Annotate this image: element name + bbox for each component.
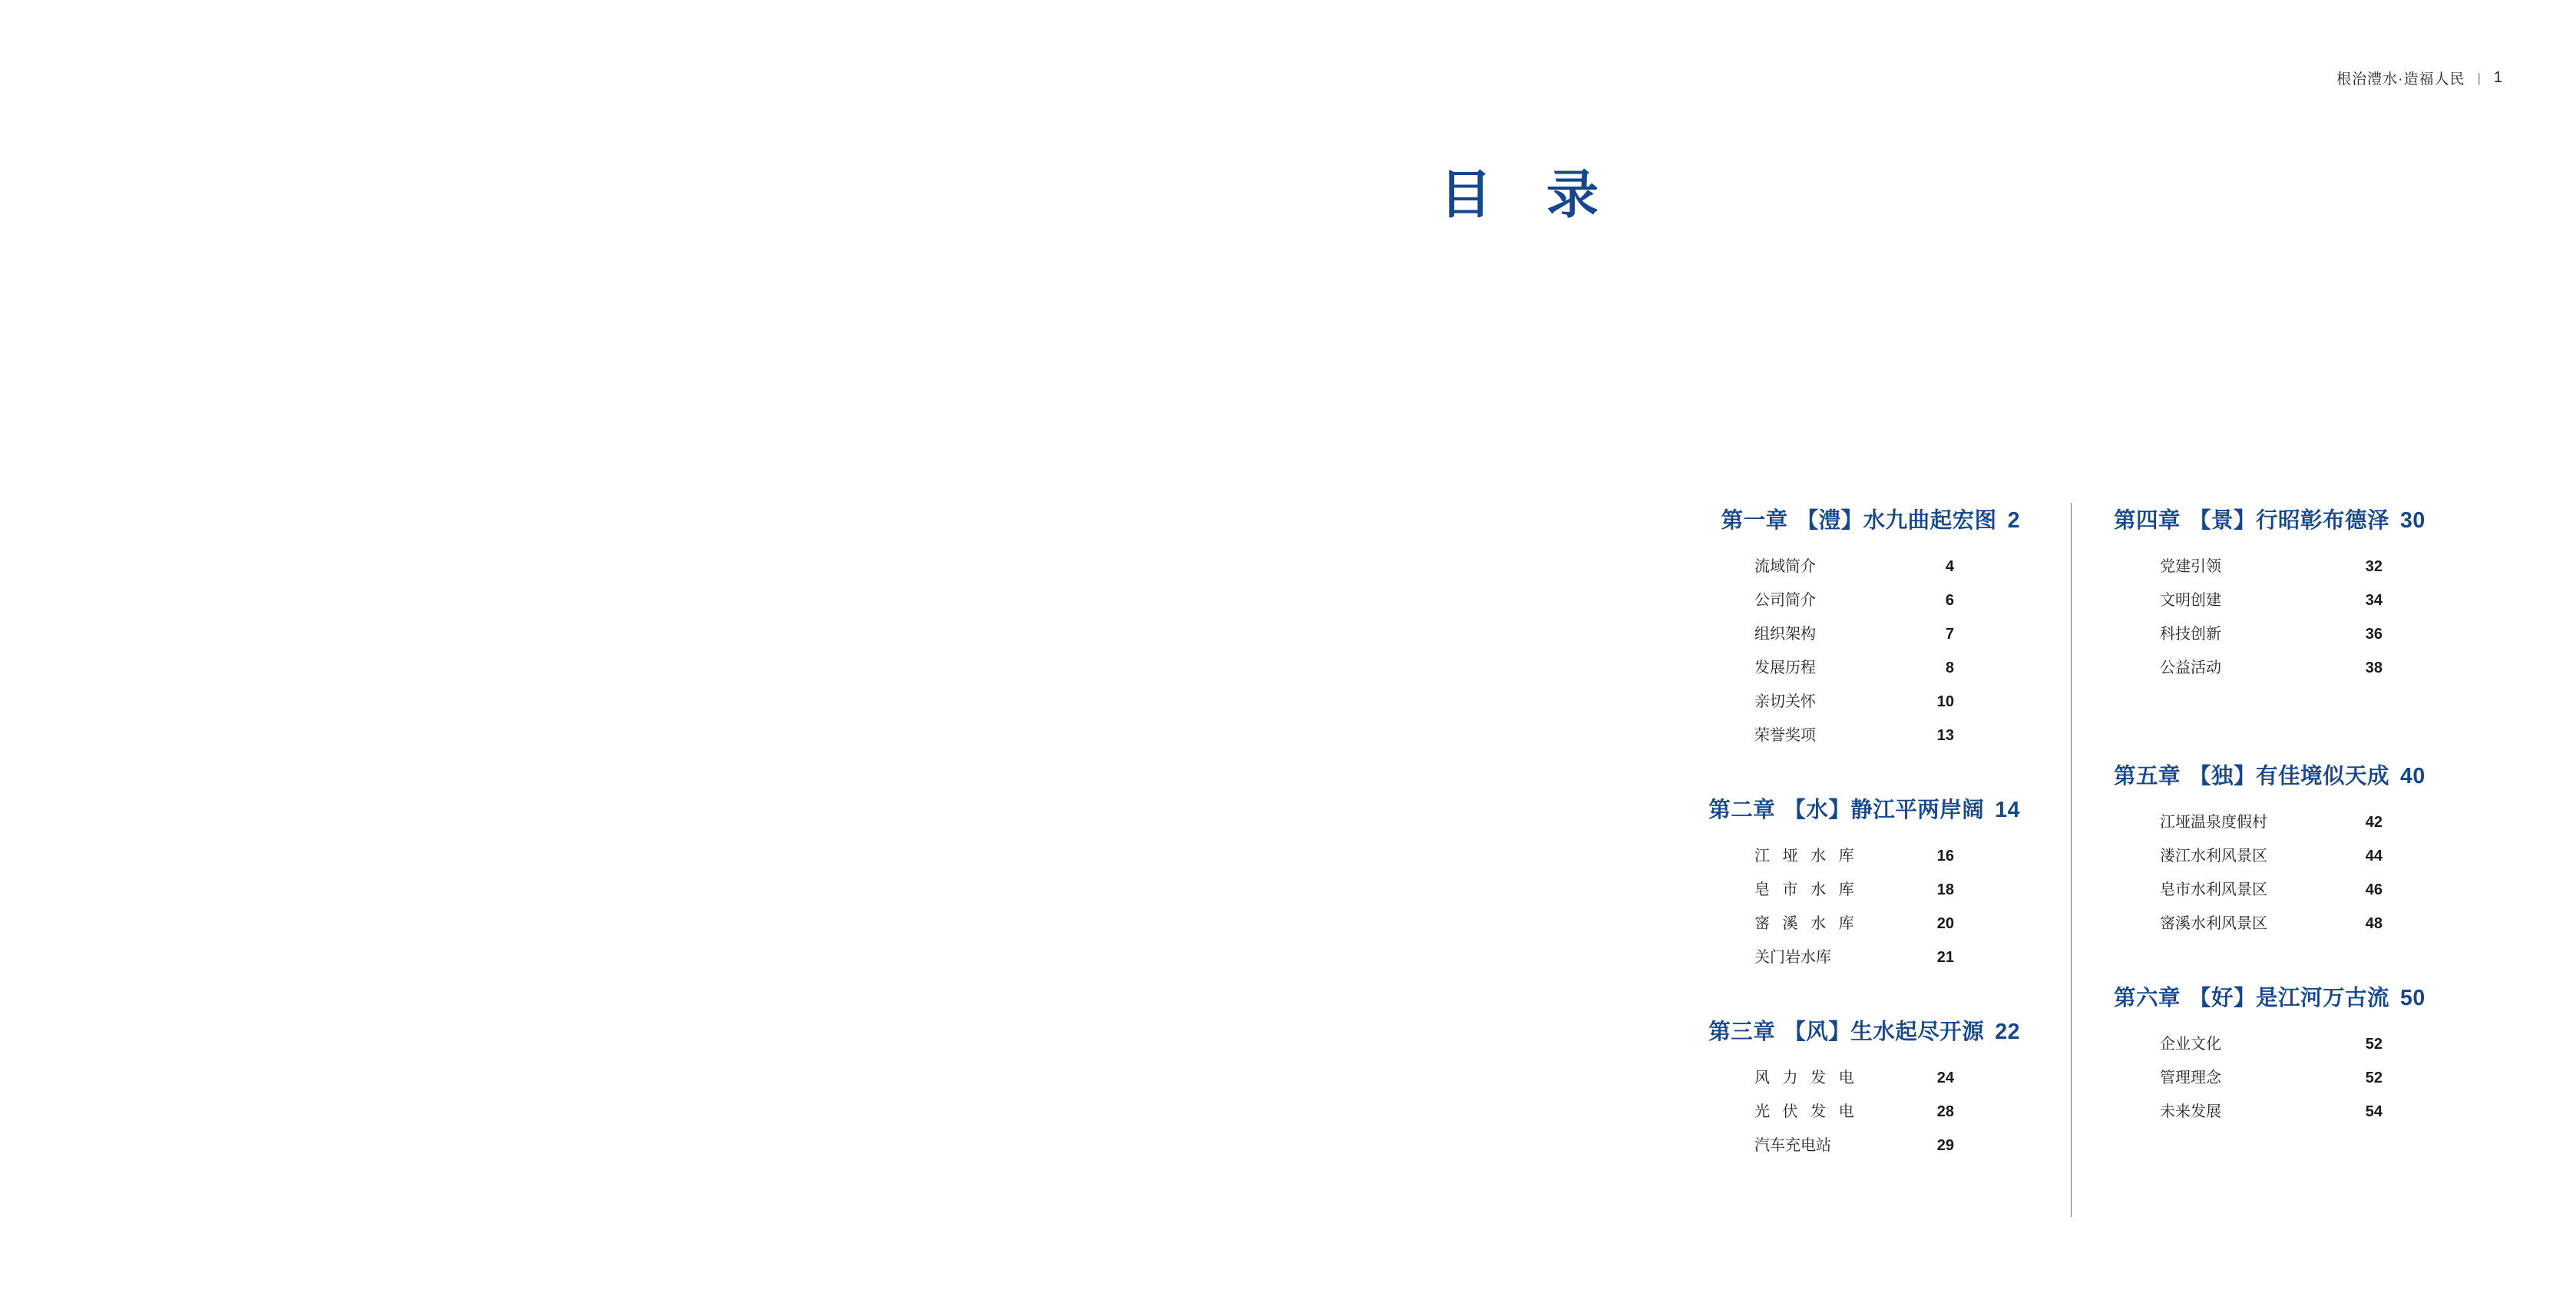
- entry-page-number: 32: [2365, 558, 2383, 575]
- toc-column-right: [2066, 503, 2479, 1162]
- entry-title: 江 垭 水 库: [1754, 848, 1859, 865]
- list-item[interactable]: [1655, 651, 2020, 685]
- entry-title: 皂 市 水 库: [1754, 881, 1859, 898]
- entry-page-number: 20: [1936, 915, 1954, 932]
- running-header: [2336, 68, 2503, 88]
- list-item[interactable]: [1655, 1061, 2020, 1095]
- chapter-page-number: 50: [2400, 986, 2426, 1010]
- list-item[interactable]: [1655, 839, 2020, 873]
- chapter-entry[interactable]: [1655, 1014, 2020, 1162]
- chapter-title: 【风】生水起尽开源: [1784, 1020, 1985, 1044]
- entry-page-number: 44: [2365, 848, 2383, 865]
- list-item[interactable]: [1655, 907, 2020, 941]
- chapter-title: 【景】行昭彰布德泽: [2189, 508, 2390, 533]
- spacer: [1655, 752, 2020, 792]
- list-item[interactable]: [2114, 617, 2479, 651]
- chapter-entry-list: [1655, 839, 2020, 974]
- list-item[interactable]: [2114, 1027, 2479, 1061]
- chapter-entry-list: [2114, 1027, 2479, 1129]
- entry-page-number: 6: [1945, 592, 1954, 609]
- entry-title: 公益活动: [2160, 660, 2221, 676]
- page-title: 目 录: [1440, 166, 1619, 224]
- chapter-entry-list: [2114, 805, 2479, 941]
- list-item[interactable]: [1655, 584, 2020, 617]
- chapter-label: 第五章: [2114, 764, 2181, 789]
- chapter-page-number: 2: [2007, 508, 2020, 533]
- toc-column-left: [1655, 503, 2066, 1162]
- running-header-page-number: 1: [2493, 69, 2503, 86]
- entry-title: 科技创新: [2160, 626, 2221, 643]
- entry-title: 宻溪水利风景区: [2160, 915, 2267, 932]
- chapter-heading[interactable]: [1655, 792, 2020, 824]
- list-item[interactable]: [2114, 584, 2479, 617]
- chapter-label: 第三章: [1708, 1020, 1776, 1044]
- entry-page-number: 54: [2365, 1103, 2383, 1120]
- entry-title: 荣誉奖项: [1754, 727, 1816, 744]
- chapter-label: 第二章: [1708, 798, 1776, 822]
- list-item[interactable]: [2114, 651, 2479, 685]
- entry-page-number: 21: [1936, 949, 1954, 966]
- running-header-text: 根治澧水·造福人民: [2336, 71, 2465, 88]
- spacer: [2114, 685, 2479, 725]
- entry-page-number: 13: [1936, 727, 1954, 744]
- entry-title: 亲切关怀: [1754, 693, 1816, 710]
- chapter-heading[interactable]: [2114, 503, 2479, 534]
- entry-title: 企业文化: [2160, 1036, 2221, 1053]
- list-item[interactable]: [2114, 1095, 2479, 1129]
- spacer: [1655, 974, 2020, 1014]
- entry-page-number: 52: [2365, 1070, 2383, 1086]
- chapter-page-number: 30: [2400, 508, 2426, 533]
- entry-title: 溇江水利风景区: [2160, 848, 2267, 865]
- entry-title: 皂市水利风景区: [2160, 881, 2267, 898]
- list-item[interactable]: [2114, 873, 2479, 907]
- entry-page-number: 28: [1936, 1103, 1954, 1120]
- entry-page-number: 52: [2365, 1036, 2383, 1053]
- list-item[interactable]: [2114, 1061, 2479, 1095]
- list-item[interactable]: [1655, 719, 2020, 752]
- entry-page-number: 46: [2365, 881, 2383, 898]
- chapter-heading[interactable]: [2114, 759, 2479, 790]
- toc-columns: [1655, 503, 2507, 1162]
- chapter-entry[interactable]: [2114, 503, 2479, 685]
- entry-title: 公司简介: [1754, 592, 1816, 609]
- entry-title: 党建引领: [2160, 558, 2221, 575]
- entry-page-number: 16: [1936, 848, 1954, 865]
- chapter-page-number: 40: [2400, 764, 2426, 789]
- list-item[interactable]: [2114, 550, 2479, 584]
- entry-title: 管理理念: [2160, 1070, 2221, 1086]
- entry-title: 宻 溪 水 库: [1754, 915, 1859, 932]
- chapter-title: 【好】是江河万古流: [2189, 986, 2390, 1010]
- entry-title: 风 力 发 电: [1754, 1070, 1859, 1086]
- chapter-entry[interactable]: [2114, 980, 2479, 1129]
- entry-title: 流域简介: [1754, 558, 1816, 575]
- list-item[interactable]: [1655, 685, 2020, 719]
- chapter-entry-list: [1655, 1061, 2020, 1162]
- spacer: [2114, 725, 2479, 759]
- list-item[interactable]: [1655, 873, 2020, 907]
- entry-page-number: 7: [1945, 626, 1954, 643]
- chapter-page-number: 22: [1995, 1020, 2020, 1044]
- entry-page-number: 8: [1945, 660, 1954, 676]
- entry-title: 未来发展: [2160, 1103, 2221, 1120]
- entry-page-number: 48: [2365, 915, 2383, 932]
- chapter-title: 【澧】水九曲起宏图: [1796, 508, 1997, 533]
- running-header-separator: |: [2477, 70, 2482, 85]
- entry-title: 江垭温泉度假村: [2160, 814, 2267, 831]
- list-item[interactable]: [2114, 805, 2479, 839]
- chapter-heading[interactable]: [2114, 980, 2479, 1012]
- chapter-entry[interactable]: [2114, 759, 2479, 941]
- chapter-entry[interactable]: [1655, 792, 2020, 974]
- chapter-label: 第四章: [2114, 508, 2181, 533]
- entry-title: 发展历程: [1754, 660, 1816, 676]
- entry-title: 汽车充电站: [1754, 1137, 1831, 1154]
- chapter-heading[interactable]: [1655, 1014, 2020, 1046]
- entry-page-number: 4: [1945, 558, 1954, 575]
- chapter-title: 【水】静江平两岸阔: [1784, 798, 1985, 822]
- entry-page-number: 10: [1936, 693, 1954, 710]
- list-item[interactable]: [2114, 839, 2479, 873]
- list-item[interactable]: [2114, 907, 2479, 941]
- chapter-entry-list: [1655, 550, 2020, 752]
- chapter-title: 【独】有佳境似天成: [2189, 764, 2390, 789]
- entry-title: 文明创建: [2160, 592, 2221, 609]
- chapter-heading[interactable]: [1655, 503, 2020, 534]
- entry-title: 光 伏 发 电: [1754, 1103, 1859, 1120]
- entry-title: 组织架构: [1754, 626, 1816, 643]
- entry-page-number: 34: [2365, 592, 2383, 609]
- list-item[interactable]: [1655, 1129, 2020, 1162]
- list-item[interactable]: [1655, 1095, 2020, 1129]
- entry-page-number: 24: [1936, 1070, 1954, 1086]
- chapter-entry[interactable]: [1655, 503, 2020, 752]
- list-item[interactable]: [1655, 550, 2020, 584]
- entry-title: 关门岩水库: [1754, 949, 1831, 966]
- entry-page-number: 36: [2365, 626, 2383, 643]
- chapter-entry-list: [2114, 550, 2479, 685]
- entry-page-number: 38: [2365, 660, 2383, 676]
- list-item[interactable]: [1655, 941, 2020, 974]
- spacer: [2114, 941, 2479, 980]
- chapter-label: 第一章: [1721, 508, 1788, 533]
- entry-page-number: 42: [2365, 814, 2383, 831]
- chapter-page-number: 14: [1995, 798, 2020, 822]
- entry-page-number: 18: [1936, 881, 1954, 898]
- list-item[interactable]: [1655, 617, 2020, 651]
- chapter-label: 第六章: [2114, 986, 2181, 1010]
- entry-page-number: 29: [1936, 1137, 1954, 1154]
